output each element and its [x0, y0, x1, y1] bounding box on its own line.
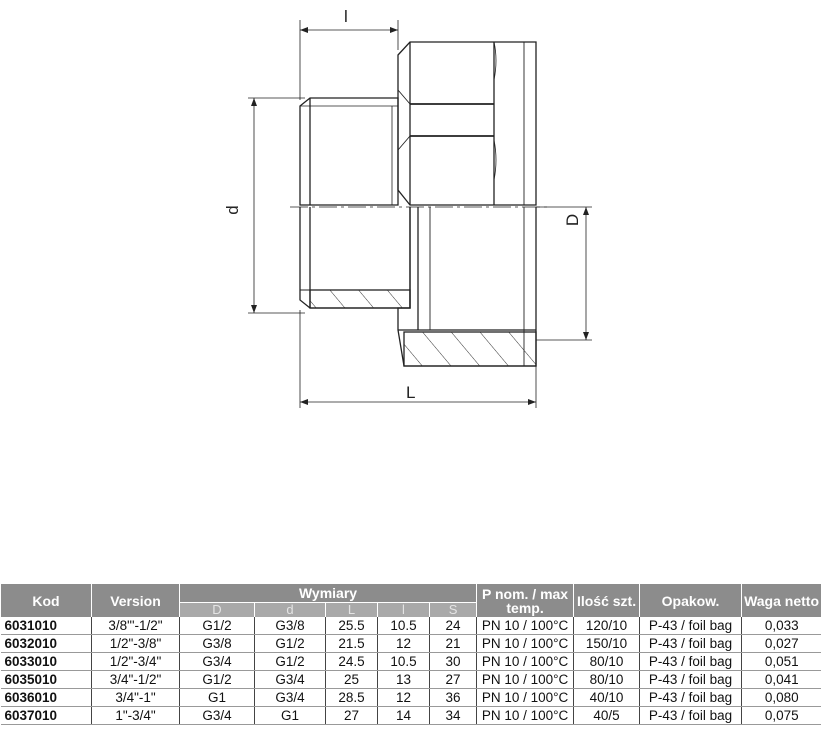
- cell-waga: 0,033: [742, 617, 821, 635]
- cell-version: 3/4"-1/2": [92, 671, 180, 689]
- col-header-dim-D: D: [180, 603, 255, 618]
- cell-D: G3/4: [180, 653, 255, 671]
- table-row: [1, 707, 821, 725]
- col-header-wymiary: Wymiary: [180, 584, 477, 603]
- cell-L: 24.5: [326, 653, 378, 671]
- col-header-dim-d: d: [255, 603, 326, 618]
- cell-opakow: P-43 / foil bag: [640, 653, 742, 671]
- col-header-ilosc: Ilość szt.: [574, 584, 640, 617]
- cell-l: 12: [378, 689, 430, 707]
- cell-opakow: P-43 / foil bag: [640, 617, 742, 635]
- cell-d: G3/4: [255, 671, 326, 689]
- cell-waga: 0,041: [742, 671, 821, 689]
- cell-D: G1/2: [180, 617, 255, 635]
- cell-d: G1/2: [255, 653, 326, 671]
- cell-l: 10.5: [378, 653, 430, 671]
- cell-version: 1/2"-3/8": [92, 635, 180, 653]
- cell-waga: 0,080: [742, 689, 821, 707]
- cell-version: 3/8"'-1/2": [92, 617, 180, 635]
- table-row: [1, 653, 821, 671]
- col-header-version: Version: [92, 584, 180, 617]
- cell-ilosc: 150/10: [574, 635, 640, 653]
- cell-S: 36: [430, 689, 477, 707]
- cell-ilosc: 40/5: [574, 707, 640, 725]
- cell-L: 25.5: [326, 617, 378, 635]
- cell-S: 21: [430, 635, 477, 653]
- col-header-pnom: P nom. / max temp.: [477, 584, 574, 617]
- table-row: [1, 671, 821, 689]
- cell-l: 12: [378, 635, 430, 653]
- cell-D: G3/8: [180, 635, 255, 653]
- cell-D: G1/2: [180, 671, 255, 689]
- table-row: [1, 635, 821, 653]
- cell-L: 21.5: [326, 635, 378, 653]
- table-row: [1, 689, 821, 707]
- cell-d: G1/2: [255, 635, 326, 653]
- cell-kod: 6036010: [1, 689, 92, 707]
- cell-kod: 6037010: [1, 707, 92, 725]
- col-header-dim-l: l: [378, 603, 430, 618]
- cell-pnom: PN 10 / 100°C: [477, 689, 574, 707]
- cell-pnom: PN 10 / 100°C: [477, 653, 574, 671]
- dim-label-l: l: [344, 7, 348, 26]
- cell-opakow: P-43 / foil bag: [640, 635, 742, 653]
- cell-opakow: P-43 / foil bag: [640, 671, 742, 689]
- table-row: [1, 617, 821, 635]
- cell-S: 30: [430, 653, 477, 671]
- cell-pnom: PN 10 / 100°C: [477, 635, 574, 653]
- dim-label-L: L: [406, 383, 416, 402]
- cell-D: G1: [180, 689, 255, 707]
- product-spec-table: [0, 584, 821, 725]
- col-header-opakow: Opakow.: [640, 584, 742, 617]
- cell-version: 3/4"-1": [92, 689, 180, 707]
- cell-pnom: PN 10 / 100°C: [477, 671, 574, 689]
- cell-pnom: PN 10 / 100°C: [477, 707, 574, 725]
- cell-waga: 0,051: [742, 653, 821, 671]
- cell-ilosc: 40/10: [574, 689, 640, 707]
- cell-kod: 6035010: [1, 671, 92, 689]
- cell-version: 1"-3/4": [92, 707, 180, 725]
- cell-kod: 6031010: [1, 617, 92, 635]
- dim-label-D: D: [563, 213, 582, 227]
- cell-ilosc: 80/10: [574, 671, 640, 689]
- cell-l: 10.5: [378, 617, 430, 635]
- cell-d: G1: [255, 707, 326, 725]
- male-thread-upper: [300, 98, 398, 205]
- cell-S: 24: [430, 617, 477, 635]
- cell-l: 14: [378, 707, 430, 725]
- cell-version: 1/2"-3/4": [92, 653, 180, 671]
- cell-S: 34: [430, 707, 477, 725]
- cell-ilosc: 80/10: [574, 653, 640, 671]
- col-header-waga: Waga netto: [742, 584, 821, 617]
- cell-kod: 6032010: [1, 635, 92, 653]
- cell-d: G3/8: [255, 617, 326, 635]
- col-header-dim-S: S: [430, 603, 477, 618]
- col-header-kod: Kod: [1, 584, 92, 617]
- cell-d: G3/4: [255, 689, 326, 707]
- cell-l: 13: [378, 671, 430, 689]
- dim-label-d: d: [223, 205, 242, 215]
- cell-D: G3/4: [180, 707, 255, 725]
- cell-opakow: P-43 / foil bag: [640, 707, 742, 725]
- cell-ilosc: 120/10: [574, 617, 640, 635]
- cell-waga: 0,027: [742, 635, 821, 653]
- cell-L: 25: [326, 671, 378, 689]
- cell-waga: 0,075: [742, 707, 821, 725]
- cell-opakow: P-43 / foil bag: [640, 689, 742, 707]
- cell-pnom: PN 10 / 100°C: [477, 617, 574, 635]
- cell-S: 27: [430, 671, 477, 689]
- cell-L: 27: [326, 707, 378, 725]
- hex-body-upper: [398, 42, 536, 205]
- cell-L: 28.5: [326, 689, 378, 707]
- cell-kod: 6033010: [1, 653, 92, 671]
- col-header-dim-L: L: [326, 603, 378, 618]
